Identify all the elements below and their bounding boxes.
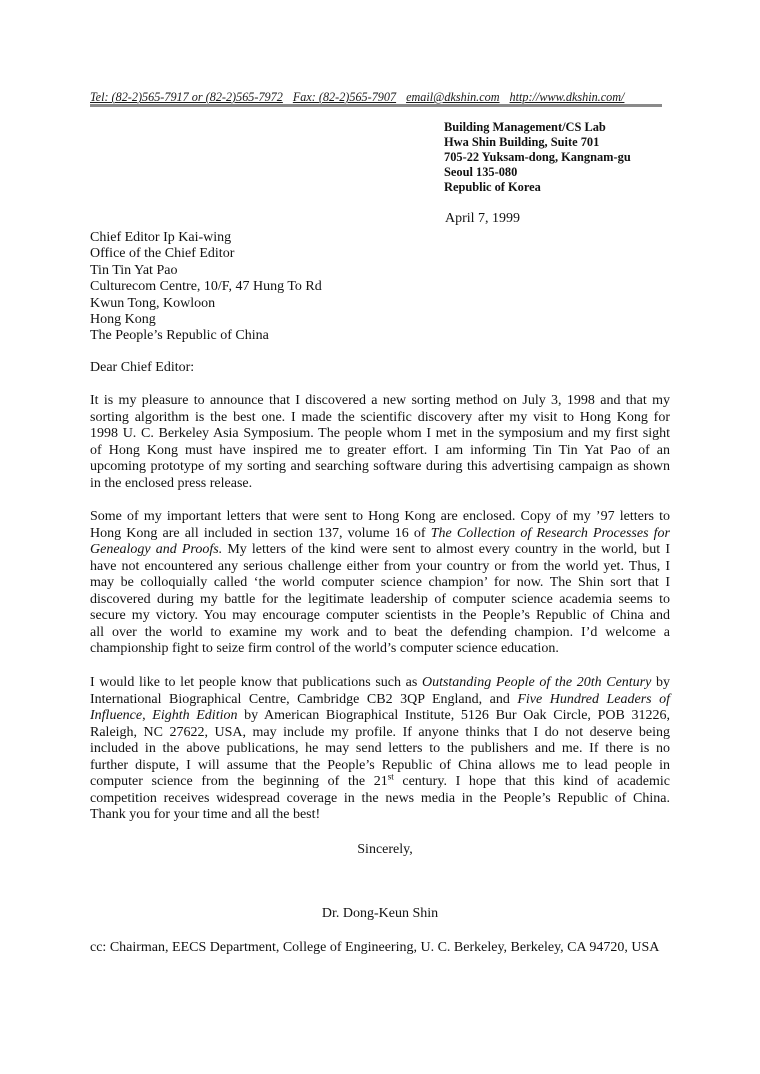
recipient-address [90,230,322,345]
paragraph-line: further dispute, I will assume that the People’s Republic of China allows me to lead people in [90,757,670,773]
text-run: by American Biographical Institute, 5126 Bur Oak Circle, POB 31226, [237,708,670,723]
text-run: I would like to let people know that publications such as [90,675,422,690]
text-run: , [142,708,153,723]
letter-date: April 7, 1999 [445,211,521,226]
paragraph-line: Raleigh, NC 27622, USA, may include my profile. If anyone thinks that I do not deserve being [90,724,670,740]
paragraph-line: championship fight to seize firm control of the world’s computer science education. [90,641,559,656]
letterhead-contact-line [90,90,662,105]
recipient-line: Office of the Chief Editor [90,246,235,262]
body-paragraph-1 [90,393,670,492]
phone-numbers: Tel: (82-2)565-7917 or (82-2)565-7972 [90,90,283,104]
text-run: International Biographical Centre, Cambridge CB2 3QP England, and [90,691,518,707]
paragraph-line: upcoming prototype of my sorting and searching software during this advertising campaign as shown [90,459,670,474]
text-run: computer science from the beginning of the 21 [90,774,388,789]
paragraph-line [90,526,670,543]
publication-title: Five Hundred Leaders of [517,691,671,707]
publication-title: Influence [90,708,143,723]
book-title: The Collection of Research Processes for [430,525,670,541]
paragraph-line [90,692,670,709]
valediction: Sincerely, [357,842,413,857]
paragraph-line: 1998 U. C. Berkeley Asia Symposium. The people whom I met in the symposium and my first sight [90,426,670,441]
paragraph-line: Some of my important letters that were sent to Hong Kong are enclosed. Copy of my ’97 letters to [90,509,670,524]
sender-address-line: 705-22 Yuksam-dong, Kangnam-gu [444,150,631,164]
publication-edition: Eighth Edition [152,708,238,723]
paragraph-line [90,675,670,692]
website-url: http://www.dkshin.com/ [509,90,625,104]
text-run: by [651,675,671,690]
paragraph-line: Thank you for your time and all the best! [90,807,321,822]
ordinal-suffix: st [387,771,394,782]
paragraph-line: sorting algorithm is the best one. I made the scientific discovery after my visit to Hong Kong for [90,409,670,425]
paragraph-line: discovered during my battle for the legitimate leadership of computer science academia seems to [90,591,670,607]
recipient-line: Hong Kong [90,312,156,328]
book-title: Genealogy and Proofs. [90,542,223,557]
salutation: Dear Chief Editor: [90,360,195,375]
sender-address-line: Seoul 135-080 [444,165,518,179]
fax-number: Fax: (82-2)565-7907 [292,90,397,104]
text-run: My letters of the kind were sent to almost every country in the world, but I [222,542,670,557]
recipient-line: The People’s Republic of China [90,328,269,344]
recipient-line: Tin Tin Yat Pao [90,262,178,278]
paragraph-line [90,542,670,559]
sender-address-line: Hwa Shin Building, Suite 701 [444,135,600,149]
paragraph-line: have not encountered any serious challenge either from your country or from the world yet. Thus, I [90,558,670,574]
paragraph-line: in the enclosed press release. [90,475,253,491]
signature-name: Dr. Dong-Keun Shin [321,906,439,921]
email-address: email@dkshin.com [406,90,500,104]
recipient-line: Culturecom Centre, 10/F, 47 Hung To Rd [90,279,322,295]
text-run: Hong Kong are all included in section 137, volume 16 of [90,525,431,541]
paragraph-line [90,771,670,791]
paragraph-line: may be colloquially called ‘the world computer science champion’ for now. The Shin sort that I [90,575,670,590]
paragraph-line: of Hong Kong must have inspired me to greater effort. I am informing Tin Tin Yat Pao of an [90,442,670,458]
letterhead-rule [90,104,662,107]
recipient-line: Chief Editor Ip Kai-wing [90,230,232,245]
sender-address-line: Building Management/CS Lab [444,120,606,134]
cc-line: cc: Chairman, EECS Department, College of Engineering, U. C. Berkeley, Berkeley, CA 94720, USA [90,940,660,955]
publication-title: Outstanding People of the 20th Century [421,675,652,690]
text-run: century. I hope that this kind of academic [393,774,670,789]
body-paragraph-3 [90,675,670,824]
body-paragraph-2 [90,509,670,658]
paragraph-line [90,708,670,725]
recipient-line: Kwun Tong, Kowloon [90,295,216,311]
paragraph-line: secure my victory. You may encourage computer scientists in the People’s Republic of China and [90,608,670,623]
sender-address-line: Republic of Korea [444,180,541,194]
sender-address [444,120,631,195]
paragraph-line: included in the above publications, he may send letters to the publishers and me. If there is no [90,741,670,756]
paragraph-line: all over the world to examine my work and to beat the defending champion. I’d welcome a [90,624,670,640]
paragraph-line: competition receives widespread coverage in the news media in the People’s Republic of China. [90,790,670,806]
paragraph-line: It is my pleasure to announce that I discovered a new sorting method on July 3, 1998 and that my [90,393,670,408]
